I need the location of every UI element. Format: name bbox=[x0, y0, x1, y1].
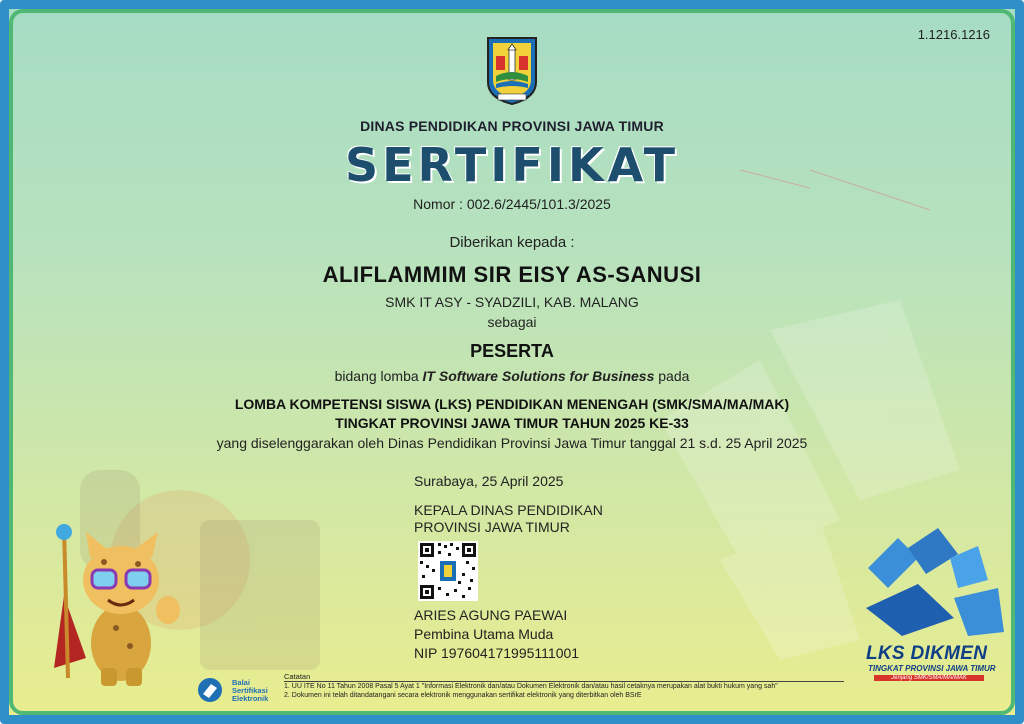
organized-by: yang diselenggarakan oleh Dinas Pendidikan Provinsi Jawa Timur tanggal 21 s.d. 25 April 2025 bbox=[216, 435, 808, 451]
bsre-line1: Balai bbox=[232, 678, 250, 687]
competition-field bbox=[0, 368, 1024, 384]
leopard-mascot-icon bbox=[46, 518, 196, 688]
bsre-line3: Elektronik bbox=[232, 694, 269, 703]
agency-name: DINAS PENDIDIKAN PROVINSI JAWA TIMUR bbox=[360, 118, 664, 134]
lks-dikmen-subtitle: TINGKAT PROVINSI JAWA TIMUR bbox=[868, 664, 996, 673]
signer-nip: NIP 197604171995111001 bbox=[414, 645, 580, 661]
recipient-school: SMK IT ASY - SYADZILI, KAB. MALANG bbox=[385, 294, 639, 310]
recipient-role: PESERTA bbox=[470, 341, 554, 361]
bsre-label bbox=[232, 679, 268, 703]
recipient-name: ALIFLAMMIM SIR EISY AS-SANUSI bbox=[322, 262, 702, 287]
bsre-logo-icon bbox=[196, 676, 228, 704]
as-label: sebagai bbox=[487, 314, 537, 330]
bsre-line2: Sertifikasi bbox=[232, 686, 268, 695]
signer-name: ARIES AGUNG PAEWAI bbox=[414, 607, 568, 623]
place-date: Surabaya, 25 April 2025 bbox=[414, 473, 564, 489]
note-line-2: 2. Dokumen ini telah ditandatangani secara elektronik menggunakan sertifikat elektronik yang diterbitkan oleh BSrE bbox=[284, 692, 642, 699]
event-name-line1: LOMBA KOMPETENSI SISWA (LKS) PENDIDIKAN MENENGAH (SMK/SMA/MA/MAK) bbox=[234, 396, 790, 412]
signature-qr-code-icon bbox=[418, 541, 478, 601]
field-prefix: bidang lomba bbox=[334, 368, 423, 384]
certificate-number: Nomor : 002.6/2445/101.3/2025 bbox=[413, 196, 611, 212]
certificate-code: 1.1216.1216 bbox=[917, 27, 990, 42]
certificate-title: SERTIFIKAT bbox=[345, 138, 679, 192]
note-line-1: 1. UU ITE No 11 Tahun 2008 Pasal 5 Ayat 1 "Informasi Elektronik dan/atau Dokumen Elektronik dan/atau hasil cetaknya merupakan alat bukti hukum yang sah" bbox=[284, 683, 778, 690]
signer-position-line2: PROVINSI JAWA TIMUR bbox=[414, 519, 570, 535]
field-suffix: pada bbox=[654, 368, 690, 384]
given-to-label: Diberikan kepada : bbox=[449, 234, 575, 251]
event-name-line2: TINGKAT PROVINSI JAWA TIMUR TAHUN 2025 KE-33 bbox=[335, 415, 689, 431]
lks-dikmen-tagline: Jenjang SMK/SMA/MA/MAK bbox=[874, 675, 984, 681]
notes-section bbox=[284, 672, 854, 700]
signer-rank: Pembina Utama Muda bbox=[414, 626, 554, 642]
field-name: IT Software Solutions for Business bbox=[422, 368, 655, 384]
east-java-emblem-icon bbox=[484, 32, 540, 106]
notes-heading: Catatan bbox=[284, 672, 311, 681]
lks-dikmen-title: LKS DIKMEN bbox=[866, 643, 988, 664]
signer-position-line1: KEPALA DINAS PENDIDIKAN bbox=[414, 502, 603, 518]
